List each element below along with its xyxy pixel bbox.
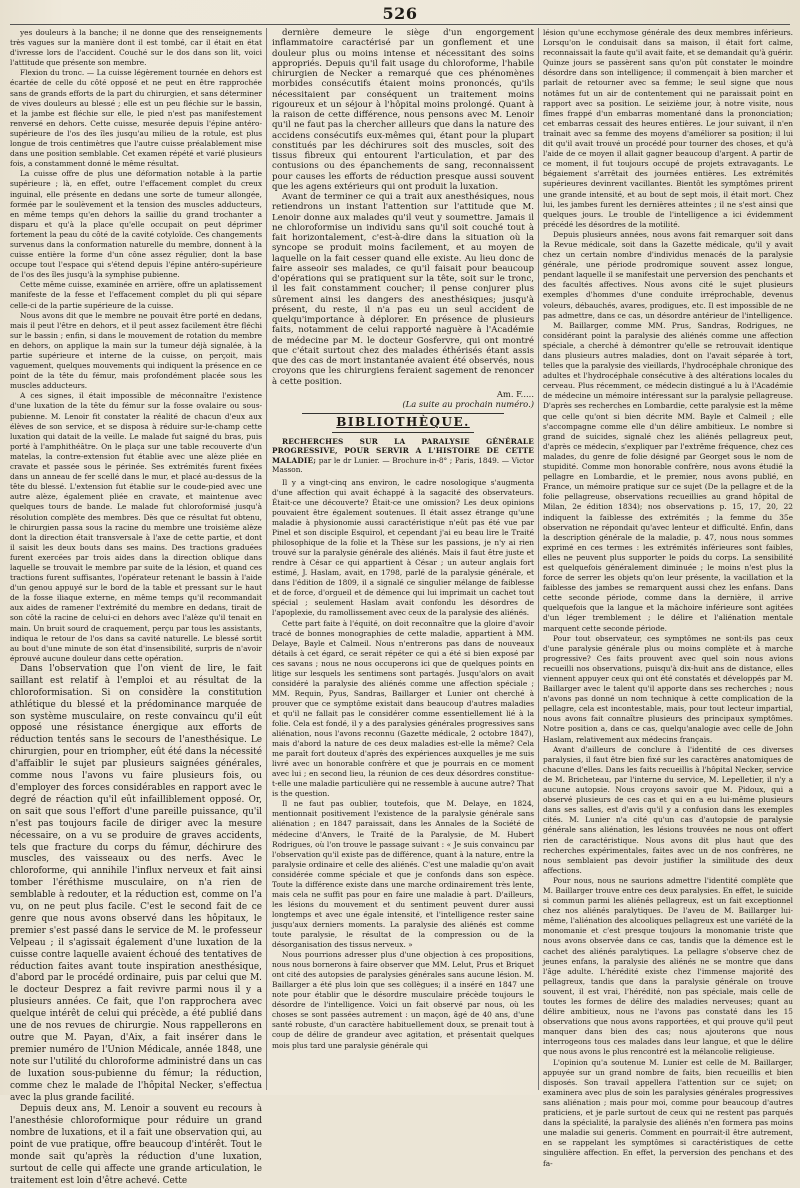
column-1 [10,28,262,1186]
header-rule [10,24,790,25]
author-signature: Am. F..... [496,388,534,399]
paragraph: A ces signes, il était impossible de méconnaître l'existence d'une luxation de la tête du fémur sur la fosse ovalaire ou sous-pubienne. M. Lenoir fit constater la réalité de chacun d'eux aux élèves de son service, et se disposa à réduire sur-le-champ cette luxation qui datait de la veille. Le malade fut saigné du bras, puis porté à l'amphithéâtre. On le plaça sur une table recouverte d'un matelas, la contre-extension fut établie avec une alèze pliée en cravate et passée sous le périnée. Ses extrémités furent fixées dans un anneau de fer scellé dans le mur, et placé au-dessus de la tête du blessé. L'extension fut établie sur le coude-pied avec une autre alèze, également pliée en cravate, et maintenue avec quelques tours de bande. Le malade fut chloroformisé jusqu'à résolution complète des membres. Dès que ce résultat fut obtenu, le chirurgien passa sous la racine du membre une troisième alèze dont la direction était transversale à l'axe de cette partie, et dont il saisit les deux bouts dans ses mains. Des tractions graduées furent exercées par trois aides dans la direction oblique dans laquelle se trouvait le membre par suite de la lésion, et quand ces tractions furent suffisantes, l'opérateur retenant le bassin à l'aide d'un genou appuyé sur le bord de la table et pressant sur le haut de la fosse iliaque externe, en même temps qu'il recommandait aux aides de ramener l'extrémité du membre en dedans, tirait de son côté la racine de celui-ci en dehors avec l'alèze qu'il tenait en main. Un bruit sourd de craquement, perçu par tous les assistants, indiqua le retour de l'os dans sa cavité naturelle. Le blessé sortit au bout d'une minute de son état d'insensibilité, surpris de n'avoir éprouvé aucune douleur dans cette opération. [10,391,262,663]
paragraph: Pour tout observateur, ces symptômes ne sont-ils pas ceux d'une paralysie générale plus ou moins complète et à marche progressive? Ces faits prouvent avec quel soin nous avions recueilli nos observations, puisqu'à dix-huit ans de distance, elles viennent appuyer ceux qui ont été constatés et développés par M. Baillarger avec le talent qu'il apporte dans ses recherches ; nous n'avons pas donné un nom technique à cette complication de la pellagre, cela est incontestable, mais, pour tout lecteur impartial, nous avons fait connaître plusieurs des principaux symptômes. Notre position a, dans ce cas, quelqu'analogie avec celle de John Haslam, relativement aux médecins français. [543,633,793,744]
page-number: 526 [382,4,418,23]
paragraph: Flexion du tronc. — La cuisse légèrement tournée en dehors est écartée de celle du côté opposé et ne peut en être rapprochée sans de grands efforts de la part du chirurgien, et sans déterminer de vives douleurs au blessé ; elle est un peu fléchie sur le bassin, et la jambe est fléchie sur elle, le pied n'est pas manifestement renversé en dehors. Cette cuisse, mesurée depuis l'épine antéro-supérieure de l'os des îles jusqu'au milieu de la rotule, est plus longue de trois centimètres que l'autre cuisse préalablement mise dans une position semblable. Cet examen répété et varié plusieurs fois, a constamment donné le même résultat. [10,68,262,169]
column-3 [543,28,793,1168]
commentary-block [10,664,262,1188]
paragraph: Depuis deux ans, M. Lenoir a souvent eu recours à l'anesthésie chloroformique pour réduire un grand nombre de luxations, et il a fait une observation qui, au point de vue pratique, offre beaucoup d'intérêt. Tout le monde sait qu'après la réduction d'une luxation, surtout de celle qui affecte une grande articulation, le traitement est loin d'être achevé. Cette [10,1104,262,1186]
book-heading [272,437,534,475]
paragraph: Cette même cuisse, examinée en arrière, offre un aplatissement manifeste de la fesse et l'effacement complet du pli qui sépare celle-ci de la partie supérieure de la cuisse. [10,280,262,310]
column-divider [538,28,539,1090]
column-2 [272,28,534,1090]
paragraph: Il ne faut pas oublier, toutefois, que M. Delaye, en 1824, mentionnait positivement l'existence de la paralysie générale sans aliénation ; en 1847 paraissait, dans les Annales de la Société de médecine d'Anvers, le Traité de la Paralysie, de M. Hubert Rodrigues, où l'on trouve le passage suivant : « Je suis convaincu par l'observation qu'il existe pas de différence, quant à la nature, entre la paralysie ordinaire et celle des aliénés. C'est une maladie qu'on avait considérée comme spéciale et que je confonds dans son espèce. Toute la différence existe dans une marche ordinairement très lente, mais cela ne suffit pas pour en faire une maladie à part. D'ailleurs, les lésions du mouvement et du sentiment peuvent durer aussi longtemps et avec une égale intensité, et l'intelligence rester saine jusqu'aux derniers moments. La paralysie des aliénés est comme toute paralysie, le résultat de la compression ou de la désorganisation des tissus nerveux. » [272,799,534,950]
continuation-note: (La suite au prochain numéro.) [402,399,534,409]
paragraph: Avant d'ailleurs de conclure à l'identité de ces diverses paralysies, il faut être bien fixé sur les caractères anatomiques de chacune d'elles. Dans les faits recueillis à l'hôpital Necker, service de M. Bricheteau, par l'interne du service, M. Lepelletier, il n'y a aucune autopsie. Nous croyons savoir que M. Pidoux, qui a observé plusieurs de ces cas et qui en a eu lui-même plusieurs dans ses salles, est d'avis qu'il y a confusion dans les exemples cités. M. Lunier n'a cité qu'un cas d'autopsie de paralysie générale sans aliénation, les lésions trouvées ne nous ont offert rien de caractéristique. Nous avons dit plus haut que des recherches expérimentales, faites avec un de nos confrères, ne nous semblaient pas devoir justifier la similitude des deux affections. [543,744,793,875]
paragraph: La cuisse offre de plus une déformation notable à la partie supérieure ; là, en effet, outre l'effacement complet du creux inguinal, elle présente en dedans une sorte de tumeur allongée, formée par le soulèvement et la tension des muscles adducteurs, en même temps qu'en dehors la saillie du grand trochanter a disparu et qu'à la place qu'elle occupait on peut déprimer fortement la peau du côté de la cavité cotyloïde. Ces changements survenus dans la conformation naturelle du membre, donnent à la cuisse entière la forme d'un cône assez régulier, dont la base occupe tout l'espace qui s'étend depuis l'épine antéro-supérieure de l'os des îles jusqu'à la symphise pubienne. [10,169,262,280]
paragraph: lésion qu'une ecchymose générale des deux membres inférieurs. Lorsqu'on le conduisait dans sa maison, il était fort calme, reconnaissait la faute qu'il avait faite, et se demandait qu'à guérir. Quinze jours se passèrent sans qu'on pût constater le moindre désordre dans son intelligence; il commençait à bien marcher et parlait de retourner avec sa femme; le seul signe que nous notâmes fut un air de contentement qui ne paraissait point en rapport avec sa position. Le seizième jour, à notre visite, nous fîmes frappé d'un embarras momentané dans la prononciation; cet embarras cessait des heures entières. Le jour suivant, il n'en traînait avec sa femme des moyens d'améliorer sa position; il lui dit qu'il avait trouvé un procédé pour tourner des choses, et qu'à l'aide de ce moyen il allait gagner beaucoup d'argent. A partir de ce moment, il fut toujours occupé de projets extravagants. Le bégaiement s'arrêtait des journées entières. Les extrémités supérieures devinrent vacillantes. Bientôt les symptômes prirent une grande intensité, et au bout de sept mois, il était mort. Chez lui, les jambes furent les dernières atteintes ; il ne s'est ainsi que quelques jours. Le trouble de l'intelligence a ici évidemment précédé les désordres de la motilité. [543,28,793,229]
paragraph: Nous pourrions adresser plus d'une objection à ces propositions, nous nous bornerons à faire observer que MM. Lelut, Prus et Briquet ont cité des autopsies de paralysies générales sans aucune lésion. M. Baillarger a été plus loin que ses collègues; il a inséré en 1847 une note pour établir que le désordre musculaire précède toujours le désordre de l'intelligence. Voici un fait observé par nous, où les choses se sont passées autrement : un maçon, âgé de 40 ans, d'une santé robuste, d'un caractère habituellement doux, se prenait tout à coup de délire de grandeur avec agitation, et présentait quelques mois plus tard une paralysie générale qui [272,950,534,1050]
paragraph: Cette part faite à l'équité, on doit reconnaître que la gloire d'avoir tracé de bonnes monographies de cette maladie, appartient à MM. Delaye, Bayle et Calmeil. Nous n'entrerons pas dans de nouveaux détails à cet égard, ce serait répéter ce qui a été si bien exposé par ces savans ; nous ne nous occuperons ici que de quelques points en litige sur lesquels les sentimens sont partagés. Jusqu'alors on avait considéré la paralysie des aliénés comme une affection spéciale ; MM. Requin, Pyus, Sandras, Baillarger et Lunier ont cherché à prouver que ce symptôme existait dans beaucoup d'autres maladies et qu'il ne fallait pas le considérer comme essentiellement lié à la folie. Cela est fondé, il y a des paralysies générales progressives sans aliénation, nous l'avons reconnu (Gazette médicale, 2 octobre 1847), mais d'abord la nature de ces deux maladies est-elle la même? Cela me paraît fort douteux d'après des expériences auxquelles je me suis livré avec un honorable confrère et que je pourrais en ce moment avec lui ; en second lieu, la réunion de ces deux désordres constitue-t-elle une maladie particulière qui ne ressemble à aucune autre? That is the question. [272,618,534,799]
paragraph: dernière demeure le siège d'un engorgement inflammatoire caractérisé par un gonflement et une douleur plus ou moins intense et nécessitant des soins appropriés. Depuis qu'il fait usage du chloroforme, l'habile chirurgien de Necker a remarqué que ces phénomènes morbides consécutifs étaient moins prononcés, qu'ils nécessitaient par conséquent un traitement moins rigoureux et un séjour à l'hôpital moins prolongé. Quant à la raison de cette différence, nous pensons avec M. Lenoir qu'il ne faut pas la chercher ailleurs que dans la nature des accidens consécutifs eux-mêmes qui, étant pour la plupart constitués par les déchirures soit des muscles, soit des tissus fibreux qui entourent l'articulation, et par des contusions ou des épanchements de sang, reconnaissent pour causes les efforts de réduction presque aussi souvent que les agens extérieurs qui ont produit la luxation. [272,28,534,192]
section-title: BIBLIOTHÈQUE. [336,415,470,430]
paragraph: Dans l'observation que l'on vient de lire, le fait saillant est relatif à l'emploi et au résultat de la chloroformisation. Si on considère la constitution athlétique du blessé et la prédominance marquée de son système musculaire, on reste convaincu qu'il eût opposé une résistance énergique aux efforts de réduction tentés sans le secours de l'anesthésique. Le chirurgien, pour en triompher, eût été dans la nécessité d'affaiblir le sujet par plusieurs saignées générales, comme nous l'avons vu faire plusieurs fois, ou d'employer des forces considérables en rapport avec le degré de réaction qu'il eût infailliblement opposé. Or, on sait que sous l'effort d'une pareille puissance, qu'il n'est pas toujours facile de diriger avec la mesure nécessaire, on a vu se produire de graves accidents, tels que fracture du corps du fémur, déchirure des muscles, des vaisseaux ou des nerfs. Avec le chloroforme, qui annihile l'influx nerveux et fait ainsi tomber l'éréthisme musculaire, on n'a rien de semblable à redouter, et la réduction est, comme on l'a vu, on ne peut plus facile. C'est le second fait de ce genre que nous avons observé dans les hôpitaux, le premier s'est passé dans le service de M. le professeur Velpeau ; il s'agissait également d'une luxation de la cuisse contre laquelle avaient échoué des tentatives de réduction faites avant toute inspiration anesthésique, d'abord par le procédé ordinaire, puis par celui que M. le docteur Desprez a fait revivre parmi nous il y a plusieurs années. Ce fait, que l'on rapprochera avec quelque intérêt de celui qui précède, a été publié dans une de nos revues de chirurgie. Nous rappellerons en outre que M. Payan, d'Aix, a fait insérer dans le premier numéro de l'Union Médicale, année 1848, une note sur l'utilité du chloroforme administré dans un cas de luxation sous-pubienne du fémur; la réduction, comme chez le malade de l'hôpital Necker, s'effectua avec la plus grande facilité. [10,663,262,1103]
paragraph: Il y a vingt-cinq ans environ, le cadre nosologique s'augmenta d'une affection qui avait échappé à la sagacité des observateurs. Était-ce une découverte? Était-ce une omission? Les deux opinions pouvaient être également soutenues. Il était assez étrange qu'une maladie à physionomie aussi caractéristique n'eût pas été vue par Pinel et son disciple Esquirol, et cependant j'ai eu beau lire le Traité philosophique de la folie et la Thèse sur les passions, je n'y ai rien trouvé sur la paralysie générale des aliénés. Mais il faut être juste et rendre à César ce qui appartient à César ; un auteur anglais fort estimé, J. Haslam, avait, en 1798, parlé de la paralysie générale, et dans l'édition de 1809, il a signalé ce singulier mélange de faiblesse et de force, d'orgueil et de démence qui lui imprimait un cachet tout spécial ; seulement Haslam avait confondu les désordres de l'apoplexie, du ramollissement avec ceux de la paralysie des aliénés. [272,477,534,618]
book-title: RECHERCHES SUR LA PARALYSIE GÉNÉRALE PROGRESSIVE, POUR SERVIR A L'HISTOIRE DE CETTE MALADIE; [272,436,534,465]
paragraph: L'opinion qu'a soutenue M. Lunier est celle de M. Baillarger, appuyée sur un grand nombre de faits, bien recueillis et bien disposés. Son travail appellera l'attention sur ce sujet; on examinera avec plus de soin les paralysies générales progressives sans aliénation ; mais pour moi, comme pour beaucoup d'autres praticiens, et je parle surtout de ceux qui ne restent pas parqués dans la spécialité, la paralysie des aliénés n'en formera pas moins une maladie sui generis. Comment en pourrait-il être autrement, en se rappelant les symptômes si caractéristiques de cette singulière affection. En effet, la perversion des penchans et des fa- [543,1057,793,1168]
column-divider [266,28,267,1090]
book-publication: par le dr Lunier. — Brochure in-8° ; Paris, 1849. — Victor Masson. [272,455,534,475]
paragraph: yes douleurs à la banche; il ne donne que des renseignements très vagues sur la manière dont il est tombé, car il était en état d'ivresse lors de l'accident. Couché sur le dos dans son lit, voici l'attitude que présente son membre. [10,28,262,68]
paragraph: Depuis plusieurs années, nous avons fait remarquer soit dans la Revue médicale, soit dans la Gazette médicale, qu'il y avait chez un certain nombre d'individus menacés de la paralysie générale, une période prodromique souvent assez longue, pendant laquelle il se manifestait une perversion des penchants et des facultés affectives. Nous avons cité le sujet plusieurs exemples d'hommes d'une conduite irréprochable, devenus voleurs, débauchés, avares, prodigues, etc. Il est impossible de ne pas admettre, dans ce cas, un désordre antérieur de l'intelligence. [543,229,793,320]
paragraph: Avant de terminer ce qui a trait aux anesthésiques, nous retiendrons un instant l'attention sur l'attitude que M. Lenoir donne aux malades qu'il veut y soumettre. Jamais il ne chloroformise un individu sans qu'il soit couché tout à fait horizontalement, c'est-à-dire dans la situation où la syncope se produit moins facilement, et au moyen de laquelle on la fait cesser quand elle existe. Au lieu donc de faire asseoir ses malades, ce qu'il faisait pour beaucoup d'opérations qui se pratiquent sur la tête, soit sur le tronc, il les fait constamment coucher; il pense conjurer plus sûrement ainsi les dangers des anesthésiques; jusqu'à présent, du reste, il n'a pas eu un seul accident de quelqu'importance à déplorer. En présence de plusieurs faits, notamment de celui rapporté naguère à l'Académie de médecine par M. le docteur Gosfervre, qui ont montré que c'était surtout chez des malades éthérisés étant assis que des cas de mort instantanée avaient été observés, nous croyons que les chirurgiens feraient sagement de renoncer à cette position. [272,192,534,387]
review-block [272,437,534,1051]
section-rule [332,432,474,433]
paragraph: Pour nous, nous ne saurions admettre l'identité complète que M. Baillarger trouve entre ces deux paralysies. En effet, le suicide si commun parmi les aliénés pellagreux, est un fait exceptionnel chez nos aliénés paralytiques. De l'aveu de M. Baillarger lui-même, l'aliénation des alcooliques pellagreux est une variété de la monomanie et c'est presque toujours la monomanie triste que nous avons observée dans ce cas, tandis que la démence est le cachet des aliénés paralytiques. La pellagre s'observe chez de jeunes enfans, la paralysie des aliénés ne se montre que dans l'âge adulte. L'hérédité existe chez l'immense majorité des pellagreux, tandis que dans la paralysie générale on trouve souvent, il est vrai, l'hérédité, non pas spéciale, mais celle de toutes les formes de délire des maladies nerveuses; quant au délire ambitieux, nous ne l'avons pas constaté dans les 15 observations que nous avons rapportées, et qui prouve qu'il peut manquer dans bien des cas; nous ajouterons que nous interrogeons tous ces malades dans leur langue, et que le délire que nous avons le plus rencontré est la mélancolie religieuse. [543,875,793,1057]
paragraph: Nous avons dit que le membre ne pouvait être porté en dedans, mais il peut l'être en dehors, et il peut assez facilement être fléchi sur le bassin ; enfin, si dans le mouvement de rotation du membre en dehors, on applique la main sur la tumeur déjà signalée, à la partie supérieure et interne de la cuisse, on perçoit, mais vaguement, quelques mouvements qui indiquent la présence en ce point de la tête du fémur, mais profondément placée sous les muscles adducteurs. [10,310,262,391]
paragraph: M. Baillarger, comme MM. Prus, Sandras, Rodrigues, ne considérant point la paralysie des aliénés comme une affection spéciale, a cherché à démontrer qu'elle se retrouvait identique dans plusieurs autres maladies, dont on l'avait séparée à tort, telles que la paralysie des vieillards, l'hydrocéphale chronique des adultes et l'hydrocéphale consécutive à des altérations locales du cerveau. Plus récemment, ce médecin distingué a lu à l'Académie de médecine un mémoire intéressant sur la paralysie pellagreuse. D'après ses recherches en Lombardie, cette paralysie est la même que celle qu'ont si bien décrite MM. Bayle et Calmeil ; elle s'accompagne comme elle d'un délire ambitieux. Le nombre si grand de suicides, signalé chez les aliénés pellagreux peut, d'après ce médecin, s'expliquer par l'extrême fréquence, chez ces malades, du genre de folie désigné par Georget sous le nom de stupidité. Comme mon honorable confrère, nous avons étudié la pellagre en Lombardie, et le premier, nous avons publié, en France, un mémoire pratique sur ce sujet (De la pellagre et de la folie pellagreuse, observations recueillies au grand hôpital de Milan, 2e édition 1834); nos observations p. 15, 17, 20, 22 indiquent la faiblesse des extrémités ; la femme du 35e observation ne répondait qu'avec lenteur et difficulté. Enfin, dans la description générale de la maladie, p. 47, nous nous sommes exprimé en ces termes : les extrémités inférieures sont faibles, elles ne peuvent plus supporter le poids du corps. La sensibilité est quelquefois généralement diminuée ; le moins n'est plus la force de serrer les objets qu'on leur présente, la vacillation et la faiblesse des jambes se remarquent aussi chez les enfans. Dans cette seconde période, comme dans la dernière, il arrive quelquefois que la langue et la mâchoire inférieure sont agitées d'un léger tremblement ; le délire et l'aliénation mentale marquent cette seconde période. [543,320,793,633]
